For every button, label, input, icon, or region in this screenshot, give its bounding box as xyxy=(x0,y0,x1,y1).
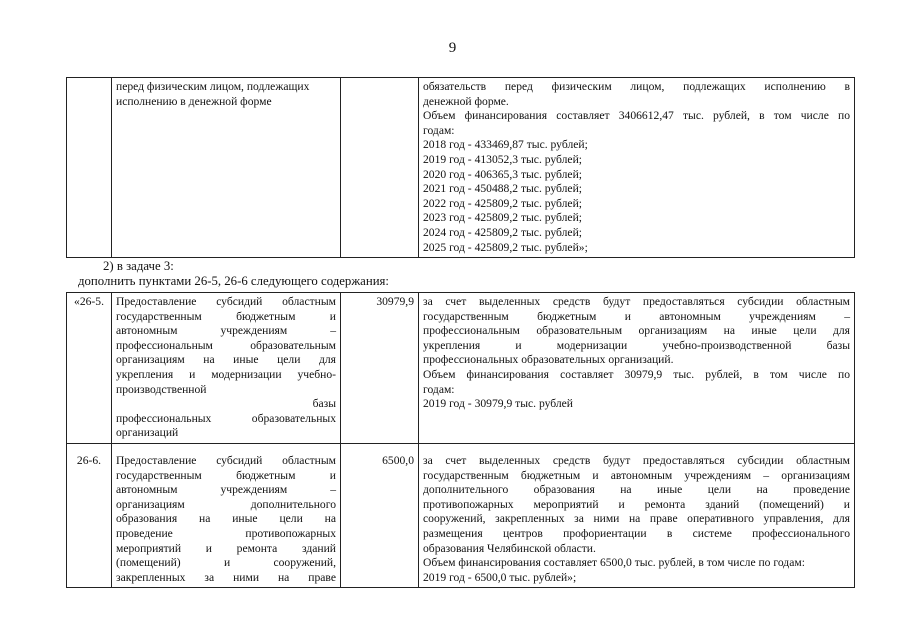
text-line: автономным учреждениям – xyxy=(116,483,336,497)
text-line: профессиональным образовательным организациям на иные цели для xyxy=(423,324,850,338)
text-line: Объем финансирования составляет 3406612,47 тыс. рублей, в том числе по xyxy=(423,109,850,123)
text-line: 2023 год - 425809,2 тыс. рублей; xyxy=(423,211,583,225)
text-line: укрепления и модернизации учебно- xyxy=(116,367,336,381)
row-number-cell xyxy=(67,78,112,258)
table-row xyxy=(67,78,855,258)
text-line: обязательств перед физическим лицом, подлежащих исполнению в xyxy=(423,80,850,93)
text-line: производственной xyxy=(116,382,207,396)
text-line: 2019 год - 413052,3 тыс. рублей; xyxy=(423,152,583,166)
text-line: Предоставление субсидий областным xyxy=(116,453,336,467)
text-line: образования Челябинской области. xyxy=(423,541,596,555)
amendment-line: дополнить пунктами 26-5, 26-6 следующего содержания: xyxy=(78,274,389,288)
text-line: Предоставление субсидий областным xyxy=(116,295,336,308)
text-line: профессиональных образовательных организаций. xyxy=(423,353,674,367)
text-line: перед физическим лицом, подлежащих xyxy=(116,80,310,93)
text-line: государственным бюджетным и автономным учреждениям – xyxy=(423,309,850,323)
description-cell xyxy=(419,293,855,444)
text-line: противопожарных мероприятий и ремонта зданий (помещений) и xyxy=(423,497,850,511)
text-line: проведение противопожарных xyxy=(116,526,336,540)
text-line: образования на иные цели на xyxy=(116,512,336,526)
text-line: дополнительного образования на иные цели на проведение xyxy=(423,483,850,497)
text-line: государственным бюджетным и автономным учреждениям – организациям xyxy=(423,468,850,482)
item-number: 26-6. xyxy=(67,443,112,587)
text-line: автономным учреждениям – xyxy=(116,324,336,338)
text-line: мероприятий и ремонта зданий xyxy=(116,541,336,555)
page-number: 9 xyxy=(448,40,457,56)
text-line: 2018 год - 433469,87 тыс. рублей; xyxy=(423,138,588,152)
text-line: годам: xyxy=(423,123,455,137)
text-line: 2020 год - 406365,3 тыс. рублей; xyxy=(423,167,583,181)
text-line: закрепленных за ними на праве xyxy=(116,570,336,584)
text-line: укрепления и модернизации учебно-производственной базы xyxy=(423,338,850,352)
text-line: исполнению в денежной форме xyxy=(116,94,272,108)
text-line: (помещений) и сооружений, xyxy=(116,556,336,570)
text-line: годам: xyxy=(423,382,455,396)
description-cell xyxy=(419,78,855,258)
text-line: государственным бюджетным и xyxy=(116,468,336,482)
text-line: Объем финансирования составляет 30979,9 тыс. рублей, в том числе по xyxy=(423,367,850,381)
program-table-continuation xyxy=(66,77,855,258)
funding-value: 30979,9 xyxy=(341,293,419,444)
text-line: сооружений, закрепленных за ними на праве оперативного управления, для xyxy=(423,512,850,526)
text-line: профессиональным образовательным xyxy=(116,338,336,352)
text-line: за счет выделенных средств будут предоставляться субсидии областным xyxy=(423,295,850,308)
text-line: 2022 год - 425809,2 тыс. рублей; xyxy=(423,196,583,210)
text-line: за счет выделенных средств будут предоставляться субсидии областным xyxy=(423,453,850,467)
text-line: размещения центров профориентации в системе профессионального xyxy=(423,526,850,540)
text-line: 2021 год - 450488,2 тыс. рублей; xyxy=(423,182,583,196)
text-line: 2025 год - 425809,2 тыс. рублей»; xyxy=(423,240,588,254)
table-row xyxy=(67,293,855,444)
text-line: Объем финансирования составляет 6500,0 тыс. рублей, в том числе по годам: xyxy=(423,556,805,570)
text-line: 2024 год - 425809,2 тыс. рублей; xyxy=(423,225,583,239)
text-line: профессиональных образовательных xyxy=(116,411,336,425)
description-cell xyxy=(419,443,855,587)
text-line: государственным бюджетным и xyxy=(116,309,336,323)
program-table-new-items xyxy=(66,292,855,588)
funding-cell xyxy=(341,78,419,258)
event-name-cell xyxy=(112,293,341,444)
text-line: базы xyxy=(312,397,336,411)
text-line: организациям дополнительного xyxy=(116,497,336,511)
amendment-line: 2) в задаче 3: xyxy=(103,259,174,273)
text-line: 2019 год - 6500,0 тыс. рублей»; xyxy=(423,570,577,584)
funding-value: 6500,0 xyxy=(341,443,419,587)
item-number: «26-5. xyxy=(67,293,112,444)
table-row xyxy=(67,443,855,587)
text-line: денежной форме. xyxy=(423,94,509,108)
text-line: организаций xyxy=(116,426,179,440)
text-line: 2019 год - 30979,9 тыс. рублей xyxy=(423,397,573,411)
event-name-cell xyxy=(112,443,341,587)
event-name-cell xyxy=(112,78,341,258)
text-line: организациям на иные цели для xyxy=(116,353,336,367)
